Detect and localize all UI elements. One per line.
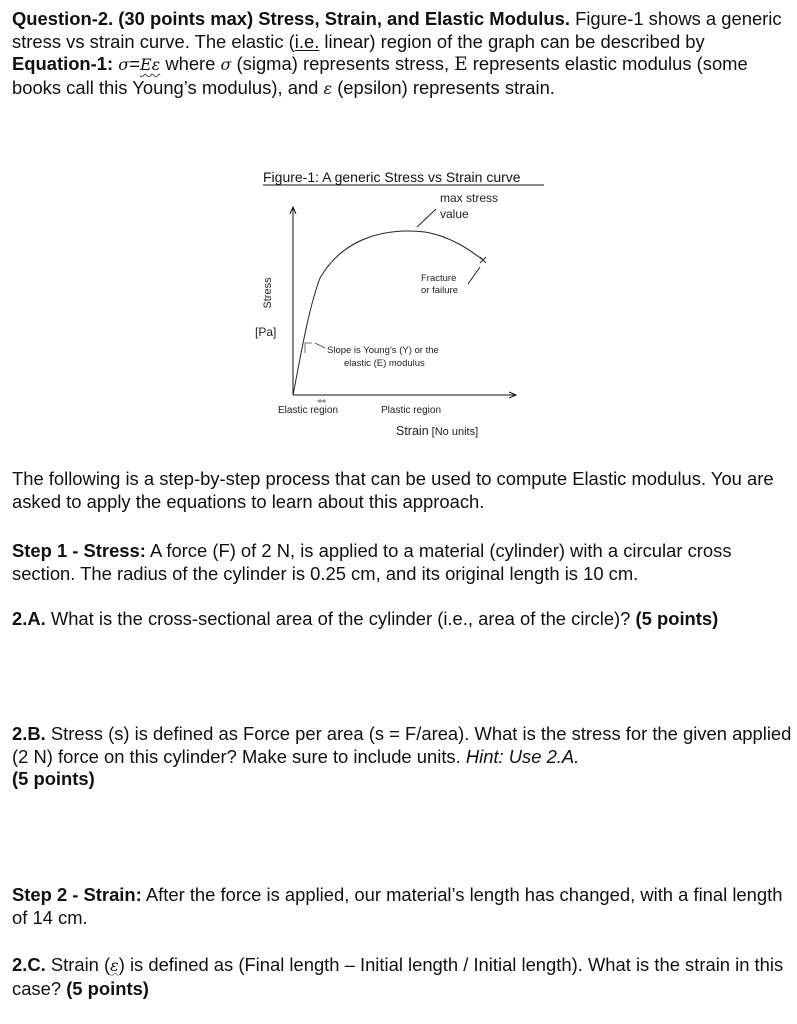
- question-2a-label: 2.A.: [12, 608, 46, 629]
- slope-pointer: [315, 343, 325, 348]
- equation-label: Equation-1:: [12, 53, 114, 74]
- intro-text-4: (sigma) represents stress,: [231, 53, 455, 74]
- intro-text-5: represents elastic modulus (some books call this Young’s modulus), and: [12, 53, 748, 98]
- step-2: [12, 884, 792, 929]
- x-axis-label: Strain: [396, 424, 429, 438]
- epsilon-symbol: ε: [323, 78, 333, 98]
- question-2c: [12, 954, 792, 1000]
- slope-label-2: elastic (E) modulus: [344, 358, 425, 369]
- process-intro: The following is a step-by-step process that can be used to compute Elastic modulus. You are asked to apply the equations to learn about this approach.: [12, 468, 774, 512]
- question-2c-epsilon: ε: [110, 956, 119, 975]
- question-2b-label: 2.B.: [12, 723, 46, 744]
- max-stress-label-1: max stress: [440, 191, 499, 205]
- step-1-label: Step 1 - Stress:: [12, 540, 146, 561]
- equation-e-epsilon: Eε: [139, 55, 161, 74]
- stress-strain-curve: [293, 231, 483, 395]
- slope-label-1: Slope is Young’s (Y) or the: [327, 345, 439, 356]
- question-2-intro: [12, 8, 792, 100]
- fracture-pointer: [468, 267, 480, 284]
- question-2b-points: (5 points): [12, 768, 95, 789]
- stress-strain-graph: [250, 160, 550, 445]
- ie-abbrev: i.e.: [294, 30, 320, 52]
- x-axis-label-group: [396, 424, 478, 438]
- max-stress-label-2: value: [440, 207, 469, 221]
- intro-text-1: Figure-1 shows a generic stress vs strain curve. The elastic (: [12, 8, 782, 52]
- question-2b-text: Stress (s) is defined as Force per area (s = F/area). What is the stress for the given applied (2 N) force on this cylinder? Make sure to include units.: [12, 723, 792, 767]
- intro-text-6: (epsilon) represents strain.: [332, 76, 555, 98]
- question-2c-text-1: Strain (: [45, 954, 111, 975]
- elastic-region-label: Elastic region: [278, 405, 339, 416]
- question-2a-points: (5 points): [635, 608, 719, 629]
- max-stress-pointer: [417, 209, 436, 227]
- step-2-text: After the force is applied, our material’s length has changed, with a final length of 14 cm.: [12, 884, 783, 928]
- intro-text-3: where: [160, 53, 221, 74]
- y-axis-label: Stress: [262, 277, 274, 309]
- figure-caption: Figure-1: A generic Stress vs Strain curve: [263, 169, 521, 185]
- question-2c-label: 2.C.: [12, 954, 46, 975]
- question-2b: [12, 723, 792, 791]
- y-axis-unit: [Pa]: [255, 325, 277, 339]
- question-2a-text: What is the cross-sectional area of the cylinder (i.e., area of the circle)?: [45, 608, 636, 629]
- slope-triangle: [305, 343, 312, 353]
- equation-sigma: σ: [118, 55, 130, 74]
- step-1: [12, 540, 792, 585]
- question-2b-hint: Hint: Use 2.A.: [465, 745, 580, 767]
- region-boundary-marker: [317, 399, 326, 403]
- x-axis-unit: [No units]: [431, 426, 479, 438]
- plastic-region-label: Plastic region: [381, 405, 442, 416]
- step-2-label: Step 2 - Strain:: [12, 884, 142, 905]
- fracture-marker: [480, 257, 486, 263]
- fracture-label-2: or failure: [421, 285, 458, 296]
- intro-text-2: linear) region of the graph can be described by: [319, 30, 705, 52]
- question-2a: [12, 608, 792, 631]
- equation-equals: =: [129, 53, 140, 74]
- step-1-text: A force (F) of 2 N, is applied to a material (cylinder) with a circular cross section. The radius of the cylinder is 0.25 cm, and its original length is 10 cm.: [12, 540, 732, 584]
- question-2c-text-2: ) is defined as (Final length – Initial length / Initial length). What is the strain in this case?: [12, 954, 784, 999]
- question-2-heading: Question-2. (30 points max) Stress, Strain, and Elastic Modulus.: [12, 8, 570, 29]
- question-2c-points: (5 points): [66, 977, 149, 999]
- sigma-symbol: σ: [220, 55, 232, 74]
- e-symbol: E: [454, 54, 468, 75]
- figure-1: [250, 160, 550, 445]
- fracture-label-1: Fracture: [421, 273, 457, 284]
